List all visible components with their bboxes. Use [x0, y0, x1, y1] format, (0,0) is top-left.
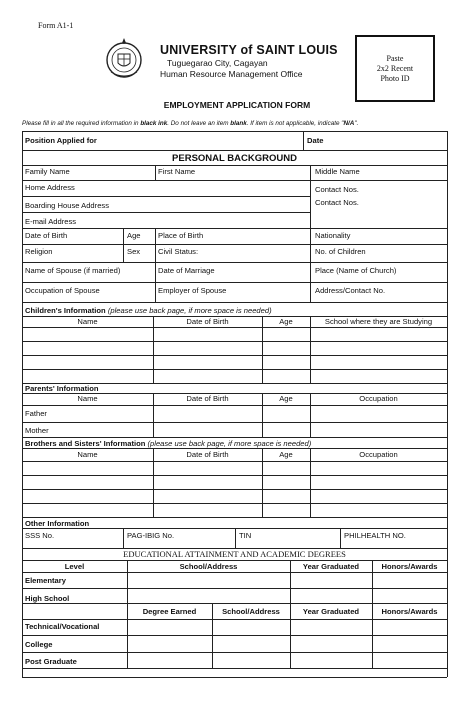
place-of-birth-field[interactable]: Place of Birth [158, 231, 204, 240]
age-field[interactable]: Age [127, 231, 141, 240]
edu-col-level: Level [64, 562, 85, 571]
office-name: Human Resource Management Office [160, 69, 303, 79]
father-row[interactable]: Father [25, 409, 47, 418]
home-address-field[interactable]: Home Address [25, 183, 75, 192]
date-field[interactable]: Date [307, 136, 324, 145]
edu-col-honors-2: Honors/Awards [381, 607, 438, 616]
children-section-heading: Children's Information (please use back page, if more space is needed) [25, 306, 272, 315]
education-heading: EDUCATIONAL ATTAINMENT AND ACADEMIC DEGREES [123, 549, 346, 559]
edu-col-year-2: Year Graduated [302, 607, 360, 616]
marriage-place-field[interactable]: Place (Name of Church) [315, 266, 397, 275]
university-city: Tuguegarao City, Cagayan [167, 58, 268, 68]
technical-row[interactable]: Technical/Vocational [25, 622, 100, 631]
philhealth-field[interactable]: PHILHEALTH NO. [344, 531, 406, 540]
siblings-col-dob: Date of Birth [186, 450, 229, 459]
spouse-employer-field[interactable]: Employer of Spouse [158, 286, 227, 295]
parents-col-name: Name [77, 394, 98, 403]
civil-status-field[interactable]: Civil Status: [158, 247, 199, 256]
home-contact-field[interactable]: Contact Nos. [315, 185, 359, 194]
parents-col-dob: Date of Birth [186, 394, 229, 403]
spouse-address-field[interactable]: Address/Contact No. [315, 286, 386, 295]
form-title: EMPLOYMENT APPLICATION FORM [163, 100, 311, 110]
high-school-row[interactable]: High School [25, 594, 70, 603]
position-applied-field[interactable]: Position Applied for [25, 136, 97, 145]
elementary-row[interactable]: Elementary [25, 576, 66, 585]
university-name: UNIVERSITY of SAINT LOUIS [160, 43, 338, 57]
university-seal-icon [103, 36, 145, 82]
spouse-occupation-field[interactable]: Occupation of Spouse [25, 286, 100, 295]
boarding-address-field[interactable]: Boarding House Address [25, 201, 110, 210]
siblings-col-occupation: Occupation [359, 450, 398, 459]
photo-line-3: Photo ID [380, 73, 410, 83]
other-info-heading: Other Information [25, 519, 90, 528]
boarding-contact-field[interactable]: Contact Nos. [315, 198, 359, 207]
date-of-birth-field[interactable]: Date of Birth [25, 231, 68, 240]
photo-id-box[interactable] [355, 35, 435, 102]
parents-col-occupation: Occupation [359, 394, 398, 403]
family-name-field[interactable]: Family Name [25, 167, 70, 176]
siblings-col-name: Name [77, 450, 98, 459]
edu-col-school-2: School/Address [222, 607, 280, 616]
children-col-name: Name [77, 317, 98, 326]
photo-line-1: Paste [386, 53, 404, 63]
instructions: Please fill in all the required information in black ink. Do not leave an item blank. If item is not applicable, indicate "N/A". [22, 120, 359, 127]
edu-col-honors: Honors/Awards [381, 562, 438, 571]
parents-col-age: Age [279, 394, 293, 403]
sss-field[interactable]: SSS No. [25, 531, 55, 540]
post-graduate-row[interactable]: Post Graduate [25, 657, 77, 666]
edu-col-school: School/Address [179, 562, 238, 571]
parents-section-heading: Parents' Information [25, 384, 99, 393]
children-col-dob: Date of Birth [186, 317, 229, 326]
nationality-field[interactable]: Nationality [315, 231, 351, 240]
edu-col-degree: Degree Earned [142, 607, 197, 616]
middle-name-field[interactable]: Middle Name [315, 167, 360, 176]
children-col-school: School where they are Studying [324, 317, 433, 326]
tin-field[interactable]: TIN [239, 531, 252, 540]
mother-row[interactable]: Mother [25, 426, 49, 435]
siblings-col-age: Age [279, 450, 293, 459]
email-field[interactable]: E-mail Address [25, 217, 77, 226]
edu-col-year: Year Graduated [302, 562, 360, 571]
marriage-date-field[interactable]: Date of Marriage [158, 266, 215, 275]
spouse-name-field[interactable]: Name of Spouse (if married) [25, 266, 121, 275]
children-col-age: Age [279, 317, 293, 326]
photo-line-2: 2x2 Recent [376, 63, 414, 73]
siblings-section-heading: Brothers and Sisters' Information (please use back page, if more space is needed) [25, 439, 312, 448]
pagibig-field[interactable]: PAG-IBIG No. [127, 531, 175, 540]
children-count-field[interactable]: No. of Children [315, 247, 366, 256]
sex-field[interactable]: Sex [127, 247, 141, 256]
form-number: Form A1-1 [38, 21, 74, 30]
personal-background-heading: PERSONAL BACKGROUND [172, 153, 297, 164]
religion-field[interactable]: Religion [25, 247, 53, 256]
college-row[interactable]: College [25, 640, 53, 649]
first-name-field[interactable]: First Name [158, 167, 196, 176]
